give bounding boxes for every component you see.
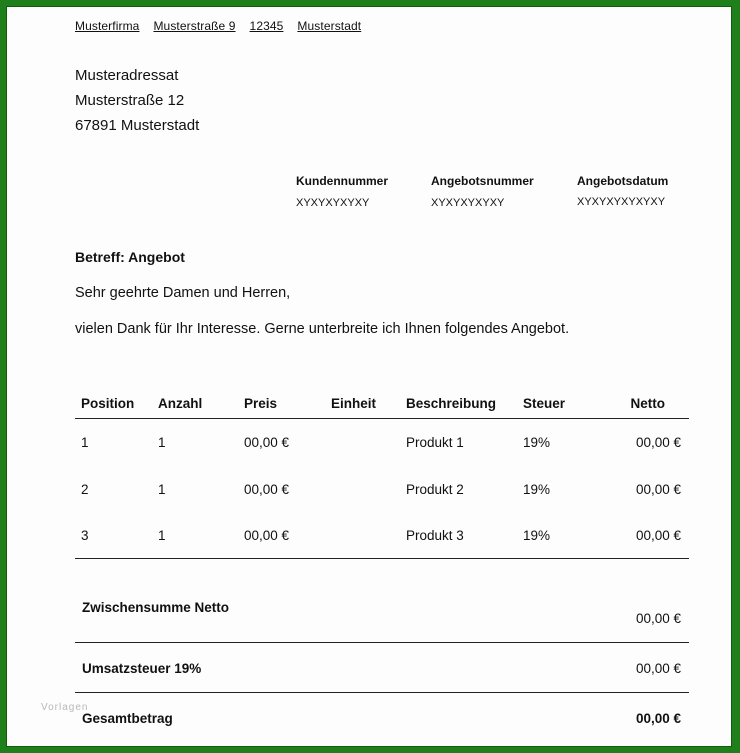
cell-preis: 00,00 € (244, 482, 290, 497)
meta-label-angebotsnummer: Angebotsnummer (431, 174, 534, 188)
col-header-steuer: Steuer (523, 396, 566, 411)
cell-position: 1 (81, 435, 89, 450)
meta-value-angebotsnummer: XYXYXYXYXY (431, 197, 505, 209)
cell-netto: 00,00 € (635, 435, 681, 450)
cell-netto: 00,00 € (635, 482, 681, 497)
total-value: 00,00 € (635, 711, 681, 726)
document-page (6, 6, 732, 747)
recipient-zip-city: 67891 Musterstadt (75, 117, 200, 134)
cell-netto: 00,00 € (635, 528, 681, 543)
salutation: Sehr geehrte Damen und Herren, (75, 285, 291, 301)
cell-beschreibung: Produkt 3 (406, 528, 464, 543)
cell-beschreibung: Produkt 2 (406, 482, 464, 497)
meta-value-angebotsdatum: XYXYXYXYXYXY (577, 196, 666, 208)
cell-beschreibung: Produkt 1 (406, 435, 464, 450)
meta-value-kundennummer: XYXYXYXYXY (296, 197, 370, 209)
cell-anzahl: 1 (158, 528, 166, 543)
recipient-street: Musterstraße 12 (75, 92, 185, 109)
recipient-name: Musteradressat (75, 67, 179, 84)
sender-company: Musterfirma (75, 19, 140, 33)
cell-steuer: 19% (523, 482, 551, 497)
subtotal-label: Zwischensumme Netto (82, 600, 230, 615)
intro-text: vielen Dank für Ihr Interesse. Gerne unterbreite ich Ihnen folgendes Angebot. (75, 321, 570, 337)
col-header-einheit: Einheit (331, 396, 377, 411)
tax-label: Umsatzsteuer 19% (82, 661, 202, 676)
col-header-preis: Preis (244, 396, 278, 411)
watermark: Vorlagen (41, 702, 89, 713)
sender-line (75, 19, 375, 33)
col-header-beschreibung: Beschreibung (406, 396, 497, 411)
cell-anzahl: 1 (158, 435, 166, 450)
sender-zip: 12345 (249, 19, 284, 33)
sender-street: Musterstraße 9 (153, 19, 236, 33)
sender-city: Musterstadt (297, 19, 362, 33)
meta-label-angebotsdatum: Angebotsdatum (577, 174, 669, 188)
cell-position: 2 (81, 482, 89, 497)
tax-rule (75, 692, 689, 693)
cell-anzahl: 1 (158, 482, 166, 497)
total-label: Gesamtbetrag (82, 711, 173, 726)
col-header-anzahl: Anzahl (158, 396, 203, 411)
col-header-netto: Netto (630, 396, 665, 411)
cell-preis: 00,00 € (244, 528, 290, 543)
col-header-position: Position (81, 396, 135, 411)
meta-label-kundennummer: Kundennummer (296, 174, 389, 188)
cell-position: 3 (81, 528, 89, 543)
table-header-rule (75, 418, 689, 419)
table-bottom-rule (75, 558, 689, 559)
cell-steuer: 19% (523, 528, 551, 543)
subtotal-rule (75, 642, 689, 643)
tax-value: 00,00 € (635, 661, 681, 676)
subject-line: Betreff: Angebot (75, 249, 185, 265)
subtotal-value: 00,00 € (635, 611, 681, 626)
cell-steuer: 19% (523, 435, 551, 450)
cell-preis: 00,00 € (244, 435, 290, 450)
